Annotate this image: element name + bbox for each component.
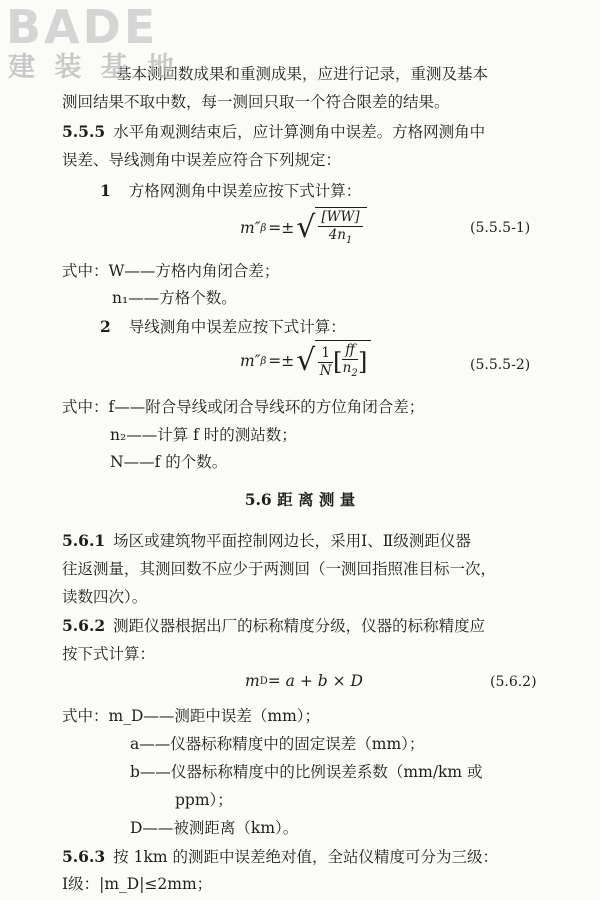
clause-5-6-3 (62, 846, 498, 868)
denominator-subscript: 2 (351, 368, 358, 379)
where-line: b——仪器标称精度中的比例误差系数（mm/km 或 (130, 763, 483, 781)
equation-5-5-5-2 (240, 340, 371, 382)
logo-chinese: 建 装 基 地 (8, 52, 180, 83)
eq-lhs: m (245, 672, 260, 690)
equation-number: (5.6.2) (490, 674, 537, 690)
clause-text: 场区或建筑物平面控制网边长，采用Ⅰ、Ⅱ级测距仪器 (113, 532, 471, 550)
paragraph-line: 往返测量，其测回数不应少于两测回（一测回指照准目标一次， (62, 560, 497, 578)
fraction-ff-over-n2 (342, 342, 358, 382)
watermark-logo (6, 2, 179, 84)
paragraph-line: Ⅰ级：|m_D|≤2mm； (62, 875, 213, 893)
eq-lhs: m″ (240, 219, 261, 237)
where-line: D——被测距离（km）。 (130, 819, 299, 837)
fraction-denominator: 4n (328, 227, 346, 243)
item-number: 2 (100, 317, 111, 336)
eq-subscript: β (260, 355, 267, 367)
where-line: n₂——计算 f 时的测站数； (110, 426, 297, 444)
clause-number: 5.6.3 (62, 847, 106, 866)
fraction-numerator: ff (342, 342, 358, 360)
paragraph-line: 基本测回数成果和重测成果，应进行记录，重测及基本 (116, 65, 489, 83)
item-1 (100, 180, 361, 202)
clause-5-6-1 (62, 530, 471, 552)
equation-number: (5.5.5-2) (470, 357, 531, 373)
eq-lhs: m″ (240, 352, 261, 370)
fraction-numerator: [WW] (318, 209, 362, 227)
paragraph-line: 误差、导线测角中误差应符合下列规定： (62, 151, 342, 169)
paragraph-line: 测回结果不取中数，每一测回只取一个符合限差的结果。 (62, 93, 450, 111)
clause-text: 测距仪器根据出厂的标称精度分级，仪器的标称精度应 (113, 617, 486, 635)
clause-5-5-5 (62, 121, 485, 143)
clause-number: 5.5.5 (62, 122, 106, 141)
fraction-numerator: 1 (318, 345, 333, 363)
sqrt: √ $\frac{1}{N}$ [ $\frac{ff}{n_2}$ ] (296, 340, 371, 382)
item-text: 导线测角中误差应按下式计算： (128, 318, 346, 336)
equation-5-5-5-1 (240, 207, 367, 249)
where-line: 式中：W——方格内角闭合差； (62, 262, 280, 280)
section-heading: 5.6 距 离 测 量 (244, 490, 356, 509)
where-line: ppm）； (175, 791, 233, 809)
paragraph-line: 按下式计算： (62, 645, 156, 663)
clause-number: 5.6.1 (62, 531, 106, 550)
equation-5-6-2 (245, 672, 363, 690)
item-2 (100, 316, 346, 338)
eq-sign: =± (268, 352, 295, 370)
equation-number: (5.5.5-1) (470, 220, 531, 236)
where-line: N——f 的个数。 (110, 453, 228, 471)
where-line: a——仪器标称精度中的固定误差（mm）； (130, 735, 425, 753)
eq-sign: =± (268, 219, 295, 237)
fraction-denominator: N (319, 362, 332, 379)
item-number: 1 (100, 181, 111, 200)
clause-text: 按 1km 的测距中误差绝对值，全站仪精度可分为三级： (113, 848, 498, 866)
eq-rhs: = a + b × D (267, 672, 363, 690)
where-line: 式中：f——附合导线或闭合导线环的方位角闭合差； (62, 398, 425, 416)
where-line: 式中：m_D——测距中误差（mm）； (62, 707, 321, 725)
item-text: 方格网测角中误差应按下式计算： (128, 182, 362, 200)
eq-subscript: β (260, 222, 267, 234)
fraction-1-over-n (318, 345, 333, 380)
eq-subscript: D (259, 675, 268, 687)
logo-wordmark: BADE (6, 0, 159, 54)
paragraph-line: 读数四次）。 (62, 588, 148, 606)
fraction (318, 209, 362, 249)
clause-5-6-2 (62, 615, 485, 637)
clause-text: 水平角观测结束后，应计算测角中误差。方格网测角中 (113, 123, 486, 141)
sqrt: √ $\frac{[WW]}{4n_1}$ (296, 207, 366, 249)
clause-number: 5.6.2 (62, 616, 106, 635)
denominator-subscript: 1 (346, 235, 353, 246)
where-line: n₁——方格个数。 (112, 289, 237, 307)
fraction-denominator: n (342, 360, 352, 376)
